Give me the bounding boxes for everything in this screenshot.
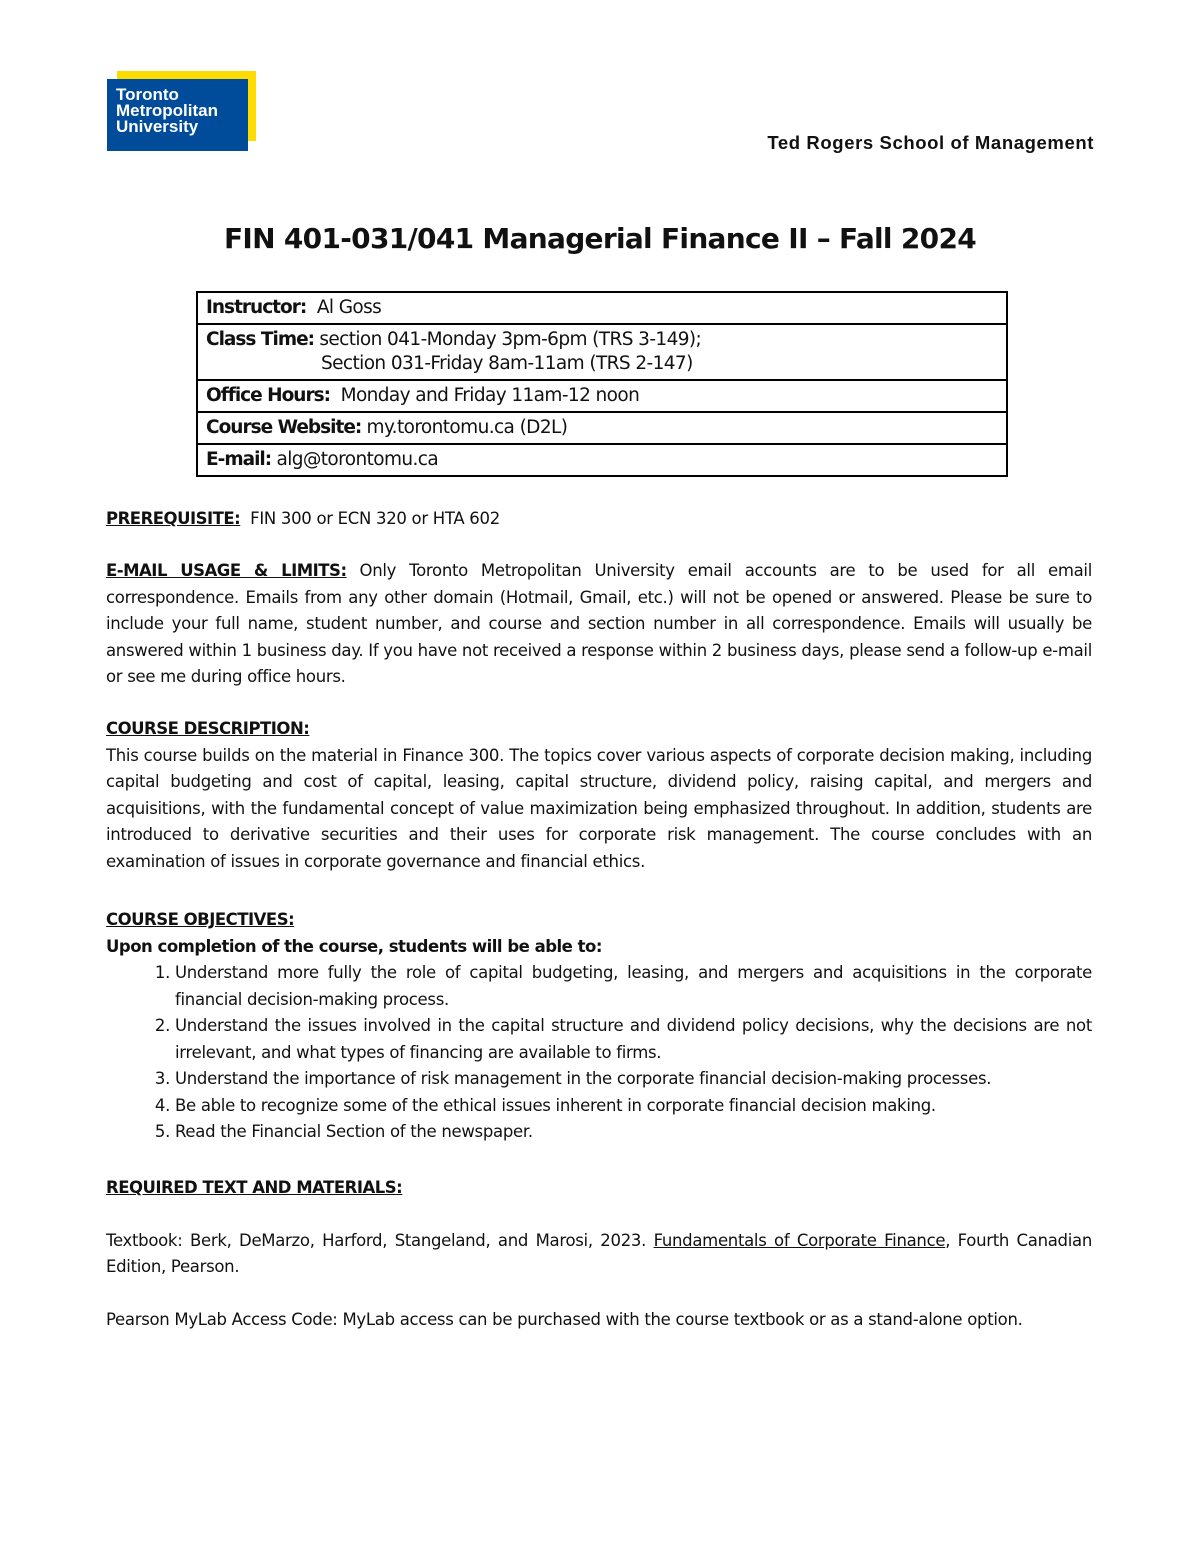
email-usage-label: E-MAIL USAGE & LIMITS:: [106, 561, 347, 580]
school-name: Ted Rogers School of Management: [767, 132, 1094, 153]
logo-line-2: Metropolitan: [116, 101, 218, 120]
objective-item: 4. Be able to recognize some of the ethical issues inherent in corporate financial decision making.: [175, 1093, 1092, 1120]
logo-line-1: Toronto: [116, 85, 179, 104]
class-time-row: [198, 323, 1006, 379]
textbook-suffix: , Fourth Canadian Edition, Pearson.: [106, 1230, 1092, 1276]
instructor-label: Instructor:: [206, 297, 307, 318]
website-row: [198, 411, 1006, 443]
textbook-title: Fundamentals of Corporate Finance: [653, 1230, 946, 1250]
course-description-label: COURSE DESCRIPTION:: [106, 719, 310, 738]
website-label: Course Website:: [206, 417, 362, 438]
office-hours-label: Office Hours:: [206, 385, 331, 406]
logo-line-3: University: [116, 117, 199, 136]
email-row: [198, 443, 1006, 475]
prerequisite-label: PREREQUISITE:: [106, 509, 241, 528]
prerequisite-text: FIN 300 or ECN 320 or HTA 602: [250, 509, 500, 528]
textbook-prefix: Textbook: Berk, DeMarzo, Harford, Stangeland, and Marosi, 2023.: [106, 1230, 647, 1250]
objectives-list: [106, 960, 1092, 1146]
mylab-entry: Pearson MyLab Access Code: MyLab access can be purchased with the course textbook or as a stand-alone option.: [106, 1309, 1023, 1329]
office-hours-value: Monday and Friday 11am-12 noon: [340, 385, 640, 406]
course-objectives-label: COURSE OBJECTIVES:: [106, 910, 295, 929]
objective-item: 3. Understand the importance of risk management in the corporate financial decision-making processes.: [175, 1066, 1092, 1093]
course-objectives-section: [106, 907, 1092, 1146]
class-time-line-2: Section 031-Friday 8am-11am (TRS 2-147): [321, 353, 693, 374]
class-time-line-1: section 041-Monday 3pm-6pm (TRS 3-149);: [319, 329, 702, 350]
instructor-value: Al Goss: [316, 297, 382, 318]
university-logo: [107, 71, 256, 151]
prerequisite-section: [106, 506, 1092, 533]
email-usage-section: [106, 558, 1092, 691]
materials-section: [106, 1175, 1092, 1333]
course-description-text: This course builds on the material in Finance 300. The topics cover various aspects of corporate decision making, including capital budgeting and cost of capital, leasing, capital structure, dividend policy, raising capital, and mergers and acquisitions, with the fundamental concept of value maximization being emphasized throughout. In addition, students are introduced to derivative securities and their uses for corporate risk management. The course concludes with an examination of issues in corporate governance and financial ethics.: [106, 745, 1092, 871]
office-hours-row: [198, 379, 1006, 411]
course-description-section: [106, 716, 1092, 875]
class-time-label: Class Time:: [206, 329, 315, 350]
email-value: alg@torontomu.ca: [276, 449, 439, 470]
page-title: FIN 401-031/041 Managerial Finance II – Fall 2024: [223, 222, 977, 255]
email-usage-text: Only Toronto Metropolitan University email accounts are to be used for all email correspondence. Emails from any other domain (Hotmail, Gmail, etc.) will not be opened or answered. Please be sure to include your full name, student number, and course and section number in all correspondence. Emails will usually be answered within 1 business day. If you have not received a response within 2 business days, please send a follow-up e-mail or see me during office hours.: [106, 561, 1092, 686]
course-info-table: [196, 291, 1008, 477]
objectives-intro: Upon completion of the course, students will be able to:: [106, 936, 602, 956]
objective-item: 5. Read the Financial Section of the newspaper.: [175, 1119, 1092, 1146]
objective-item: 1. Understand more fully the role of capital budgeting, leasing, and mergers and acquisitions in the corporate financial decision-making process.: [175, 960, 1092, 1013]
textbook-entry: [106, 1228, 1092, 1281]
website-value: my.torontomu.ca (D2L): [366, 417, 568, 438]
instructor-row: [198, 293, 1006, 323]
objective-item: 2. Understand the issues involved in the capital structure and dividend policy decisions, why the decisions are not irrelevant, and what types of financing are available to firms.: [175, 1013, 1092, 1066]
logo-blue-box: [107, 79, 248, 151]
email-label: E-mail:: [206, 449, 272, 470]
materials-label: REQUIRED TEXT AND MATERIALS:: [106, 1178, 403, 1197]
